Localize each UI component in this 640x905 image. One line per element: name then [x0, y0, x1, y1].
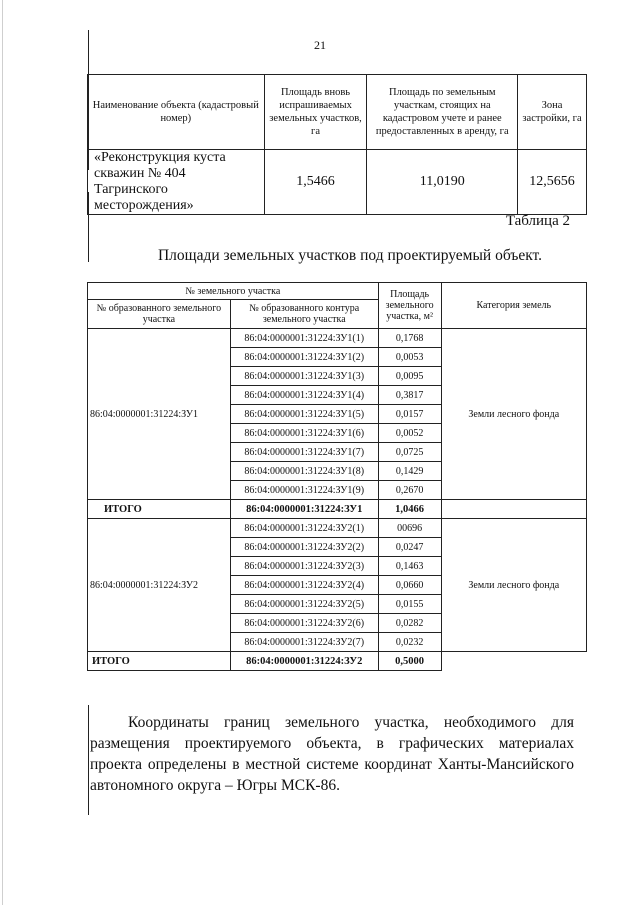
group2-category: Земли лесного фонда	[441, 519, 586, 652]
total-label: ИТОГО	[88, 500, 231, 519]
area-cell: 0,0247	[378, 538, 441, 557]
area-cell: 0,2670	[378, 481, 441, 500]
header-zone: Зона застройки, га	[518, 75, 587, 150]
area-cell: 0,1768	[378, 329, 441, 348]
header-object-name: Наименование объекта (кадастровый номер)	[88, 75, 265, 150]
total-row	[88, 500, 587, 519]
header-area: Площадь земельного участка, м²	[378, 283, 441, 329]
header-plot-group: № земельного участка	[88, 283, 379, 300]
area-cell: 0,0053	[378, 348, 441, 367]
header-formed-plot: № образованного земельного участка	[88, 300, 231, 329]
contour-cell: 86:04:0000001:31224:ЗУ2(6)	[230, 614, 378, 633]
contour-cell: 86:04:0000001:31224:ЗУ1(6)	[230, 424, 378, 443]
object-registered-area: 11,0190	[367, 150, 518, 215]
contour-cell: 86:04:0000001:31224:ЗУ2(3)	[230, 557, 378, 576]
area-cell: 0,1429	[378, 462, 441, 481]
group1-plot: 86:04:0000001:31224:ЗУ1	[88, 329, 231, 500]
header-registered-area: Площадь по земельным участкам, стоящих на кадастровом учете и ранее предоставленных в аренду, га	[367, 75, 518, 150]
contour-cell: 86:04:0000001:31224:ЗУ1(3)	[230, 367, 378, 386]
total-empty	[441, 500, 586, 519]
area-cell: 0,0052	[378, 424, 441, 443]
area-cell: 0,0232	[378, 633, 441, 652]
scan-edge	[2, 0, 3, 905]
table-row	[88, 519, 587, 538]
contour-cell: 86:04:0000001:31224:ЗУ1(5)	[230, 405, 378, 424]
total-empty	[441, 652, 586, 671]
total-area: 0,5000	[378, 652, 441, 671]
area-cell: 0,0155	[378, 595, 441, 614]
area-cell: 0,0282	[378, 614, 441, 633]
contour-cell: 86:04:0000001:31224:ЗУ2(1)	[230, 519, 378, 538]
header-category: Категория земель	[441, 283, 586, 329]
total-plot: 86:04:0000001:31224:ЗУ1	[230, 500, 378, 519]
page-number: 21	[314, 38, 326, 52]
contour-cell: 86:04:0000001:31224:ЗУ1(8)	[230, 462, 378, 481]
table-title: Площади земельных участков под проектируемый объект.	[157, 247, 543, 264]
coordinates-paragraph: Координаты границ земельного участка, необходимого для размещения проектируемого объекта, в графических материалах проекта определены в местной системе координат Ханты-Мансийского автономного округа – Югры МСК-86.	[90, 714, 574, 794]
total-row	[88, 652, 587, 671]
object-new-area: 1,5466	[264, 150, 367, 215]
table-row	[88, 329, 587, 348]
contour-cell: 86:04:0000001:31224:ЗУ2(2)	[230, 538, 378, 557]
total-area: 1,0466	[378, 500, 441, 519]
area-cell: 0,0660	[378, 576, 441, 595]
area-cell: 0,0725	[378, 443, 441, 462]
contour-cell: 86:04:0000001:31224:ЗУ2(7)	[230, 633, 378, 652]
total-label: ИТОГО	[88, 652, 231, 671]
contour-cell: 86:04:0000001:31224:ЗУ2(4)	[230, 576, 378, 595]
area-cell: 00696	[378, 519, 441, 538]
group1-category: Земли лесного фонда	[441, 329, 586, 500]
contour-cell: 86:04:0000001:31224:ЗУ1(2)	[230, 348, 378, 367]
object-zone: 12,5656	[518, 150, 587, 215]
objects-table	[87, 74, 587, 215]
header-contour: № образованного контура земельного участка	[230, 300, 378, 329]
area-cell: 0,0157	[378, 405, 441, 424]
table-label: Таблица 2	[505, 213, 570, 229]
object-name: «Реконструкция куста скважин № 404 Тагринского месторождения»	[88, 150, 265, 215]
group2-plot: 86:04:0000001:31224:ЗУ2	[88, 519, 231, 652]
margin-line	[88, 705, 89, 815]
contour-cell: 86:04:0000001:31224:ЗУ1(1)	[230, 329, 378, 348]
area-cell: 0,1463	[378, 557, 441, 576]
contour-cell: 86:04:0000001:31224:ЗУ1(9)	[230, 481, 378, 500]
header-new-area: Площадь вновь испрашиваемых земельных участков, га	[264, 75, 367, 150]
total-plot: 86:04:0000001:31224:ЗУ2	[230, 652, 378, 671]
area-cell: 0,3817	[378, 386, 441, 405]
plots-table	[87, 282, 587, 671]
contour-cell: 86:04:0000001:31224:ЗУ1(7)	[230, 443, 378, 462]
contour-cell: 86:04:0000001:31224:ЗУ1(4)	[230, 386, 378, 405]
area-cell: 0,0095	[378, 367, 441, 386]
contour-cell: 86:04:0000001:31224:ЗУ2(5)	[230, 595, 378, 614]
